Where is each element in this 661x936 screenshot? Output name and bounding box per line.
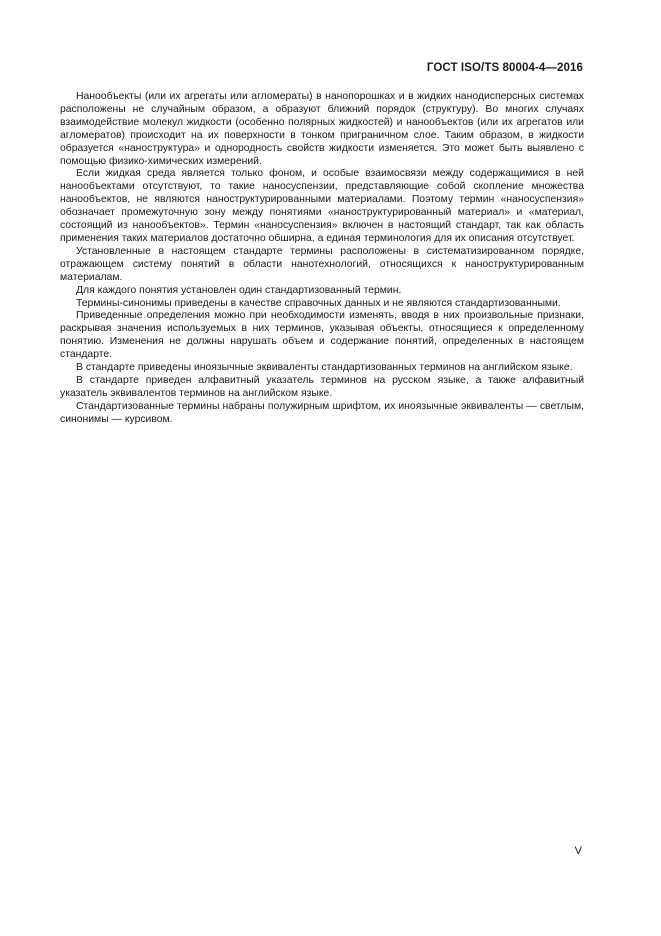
paragraph-term-order: Установленные в настоящем стандарте термины расположены в систематизированном порядке, отражающем систему понятий в области нанотехнологий, относящихся к наноструктурированным материалам. [60,245,584,283]
paragraph-nanoobjects-structure: Нанообъекты (или их агрегаты или агломераты) в нанопорошках и в жидких нанодисперсных системах расположены не случайным образом, а образуют ближний порядок (структуру). Во многих случаях взаимодействие молекул жидкости (особенно полярных жидкостей) и нанообъектов (или их агрегатов или агломератов) происходит на их поверхности в тонком приграничном слое. Таким образом, в жидкости образуется «наноструктура» и однородность свойств жидкости изменяется. Это может быть выявлено с помощью физико-химических измерений. [60,91,584,167]
paragraph-definitions: Приведенные определения можно при необходимости изменять, вводя в них произвольные признаки, раскрывая значения используемых в них терминов, указывая объекты, относящиеся к определенному понятию. Изменения не должны нарушать объем и содержание понятий, определенных в настоящем стандарте. [60,310,584,361]
paragraph-single-term: Для каждого понятия установлен один стандартизованный термин. [76,284,402,296]
document-body [60,91,584,427]
paragraph-alphabetical-index: В стандарте приведен алфавитный указатель терминов на русском языке, а также алфавитный указатель эквивалентов терминов на английском языке. [60,374,584,399]
paragraph-nanosuspension: Если жидкая среда является только фоном, и особые взаимосвязи между содержащимися в ней нанообъектами отсутствуют, то такие наносуспензии, представляющие собой скопление множества нанообъектов, не являются наноструктурированными материалами. Поэтому термин «наносуспензия» обозначает промежуточную зону между понятиями «наноструктурированный материал» и «материал, состоящий из нанообъектов». Термин «наносуспензия» включен в настоящий стандарт, так как область применения таких материалов достаточно обширна, а единая терминология для их описания отсутствует. [60,168,584,244]
paragraph-typography: Стандартизованные термины набраны полужирным шрифтом, их иноязычные эквиваленты — светлым, синонимы — курсивом. [60,400,584,425]
paragraph-foreign-equivalents: В стандарте приведены иноязычные эквиваленты стандартизованных терминов на английском языке. [76,362,573,374]
paragraph-synonyms: Термины-синонимы приведены в качестве справочных данных и не являются стандартизованными. [76,297,561,309]
page-number: V [574,845,582,857]
standard-code-header: ГОСТ ISO/TS 80004-4—2016 [426,62,583,74]
